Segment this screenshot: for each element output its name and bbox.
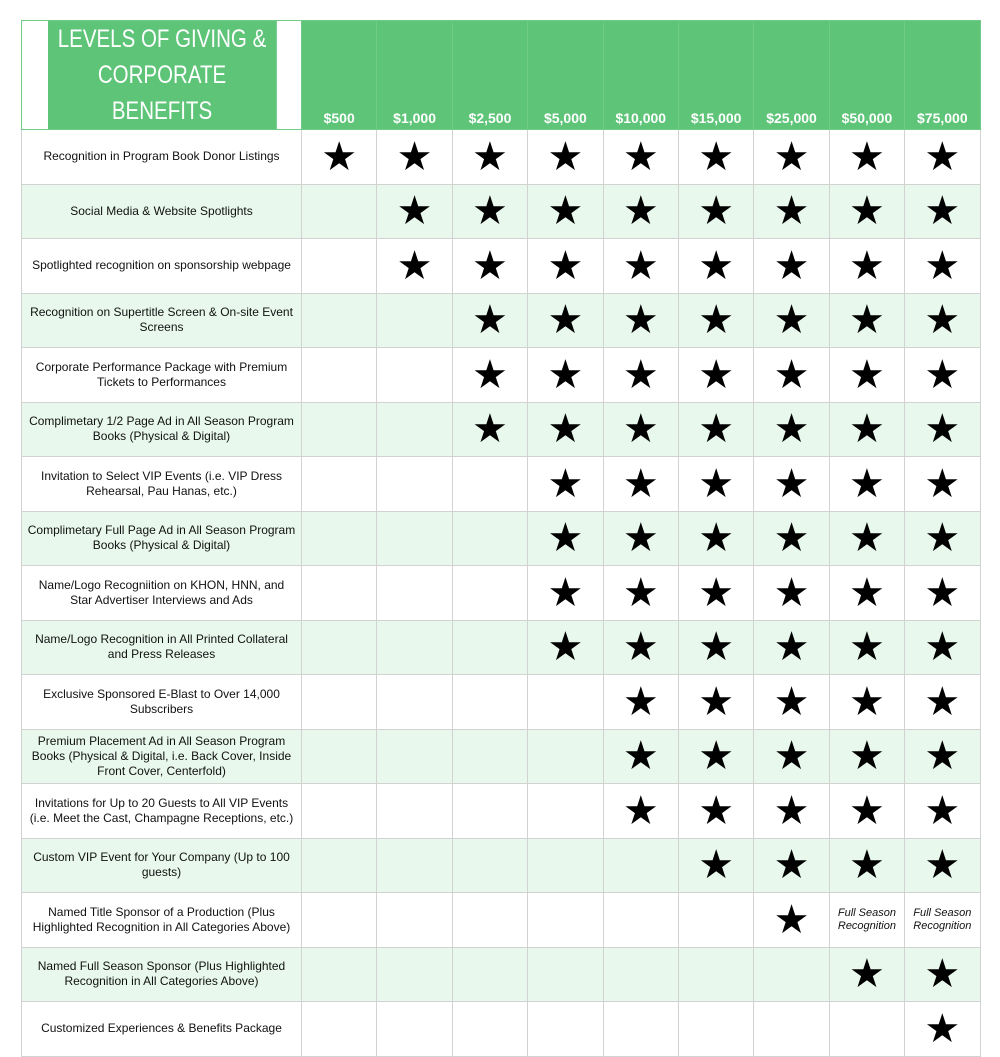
benefit-cell-empty [377,511,452,566]
benefit-cell-included [829,402,904,457]
benefit-cell-included [829,184,904,239]
star-icon: ★ [622,297,659,344]
benefit-cell-included [528,293,603,348]
star-icon: ★ [622,351,659,398]
benefit-cell-included [678,729,753,784]
benefit-cell-included [678,402,753,457]
benefit-cell-included [754,402,829,457]
star-icon: ★ [773,678,810,725]
star-icon: ★ [622,624,659,671]
benefit-cell-empty [302,566,377,621]
benefit-label: Premium Placement Ad in All Season Program Books (Physical & Digital, i.e. Back Cover, Inside Front Cover, Centerfold) [22,729,302,784]
benefit-cell-empty [452,729,527,784]
star-icon: ★ [698,460,735,507]
star-icon: ★ [698,733,735,780]
benefit-cell-included [452,348,527,403]
star-icon: ★ [547,133,584,180]
tier-header: $500 [302,21,377,130]
benefit-cell-empty [377,675,452,730]
star-icon: ★ [698,678,735,725]
benefit-cell-included [603,675,678,730]
benefit-cell-included [905,675,980,730]
star-icon: ★ [698,242,735,289]
benefit-cell-included [678,130,753,185]
benefit-cell-included [905,947,980,1002]
benefit-cell-included [829,130,904,185]
benefit-cell-included [829,293,904,348]
star-icon: ★ [773,351,810,398]
benefit-cell-included [528,130,603,185]
benefit-cell-included [754,893,829,948]
benefit-label: Named Title Sponsor of a Production (Plus Highlighted Recognition in All Categories Above) [22,893,302,948]
star-icon: ★ [773,297,810,344]
star-icon: ★ [321,133,358,180]
benefit-cell-included [377,239,452,294]
benefit-cell-empty [528,729,603,784]
star-icon: ★ [773,242,810,289]
benefit-cell-included [905,511,980,566]
table-title [47,21,277,130]
benefit-label: Exclusive Sponsored E-Blast to Over 14,000 Subscribers [22,675,302,730]
benefit-cell-included [603,457,678,512]
benefit-label: Recognition in Program Book Donor Listings [22,130,302,185]
benefit-label: Customized Experiences & Benefits Package [22,1002,302,1057]
benefit-cell-included [452,402,527,457]
benefit-cell-included [754,729,829,784]
benefit-label: Invitation to Select VIP Events (i.e. VIP Dress Rehearsal, Pau Hanas, etc.) [22,457,302,512]
table-row [22,239,981,294]
table-row [22,511,981,566]
star-icon: ★ [472,188,508,235]
star-icon: ★ [849,733,885,780]
benefit-cell-empty [528,893,603,948]
star-icon: ★ [773,787,810,834]
benefit-cell-empty [377,293,452,348]
star-icon: ★ [849,624,885,671]
star-icon: ★ [698,188,735,235]
benefit-cell-included [603,239,678,294]
tier-header: $5,000 [528,21,603,130]
benefit-cell-included [528,457,603,512]
benefit-cell-empty [452,1002,527,1057]
benefit-cell-empty [754,947,829,1002]
benefit-cell-included [528,184,603,239]
benefit-cell-included [603,620,678,675]
benefit-cell-included [754,620,829,675]
benefit-cell-empty [678,947,753,1002]
star-icon: ★ [773,733,810,780]
benefit-cell-included [905,620,980,675]
tier-header: $15,000 [678,21,753,130]
star-icon: ★ [924,406,961,453]
star-icon: ★ [849,133,885,180]
benefit-cell-included [905,402,980,457]
benefit-label: Invitations for Up to 20 Guests to All VIP Events (i.e. Meet the Cast, Champagne Receptions, etc.) [22,784,302,839]
benefit-cell-included [829,348,904,403]
benefit-cell-included [528,348,603,403]
benefit-cell-included [603,566,678,621]
benefit-cell-included [678,348,753,403]
benefit-cell-included [754,130,829,185]
benefit-cell-empty [302,893,377,948]
benefit-cell-included [678,511,753,566]
table-row [22,402,981,457]
star-icon: ★ [622,787,659,834]
table-row [22,348,981,403]
star-icon: ★ [849,351,885,398]
star-icon: ★ [547,515,584,562]
star-icon: ★ [622,678,659,725]
star-icon: ★ [924,678,961,725]
tier-header: $75,000 [905,21,980,130]
star-icon: ★ [773,569,810,616]
star-icon: ★ [773,624,810,671]
star-icon: ★ [472,242,508,289]
benefit-label: Complimetary 1/2 Page Ad in All Season Program Books (Physical & Digital) [22,402,302,457]
benefit-cell-included [528,620,603,675]
benefit-cell-included [829,838,904,893]
star-icon: ★ [547,624,584,671]
title-line-1: LEVELS OF GIVING & [57,25,266,53]
star-icon: ★ [547,351,584,398]
benefit-label: Name/Logo Recognition in All Printed Collateral and Press Releases [22,620,302,675]
benefit-cell-included [905,239,980,294]
benefit-cell-note [905,893,980,948]
benefit-cell-empty [377,729,452,784]
benefit-cell-included [754,838,829,893]
benefit-cell-empty [302,729,377,784]
table-row [22,184,981,239]
benefit-cell-included [302,130,377,185]
benefit-cell-empty [603,893,678,948]
star-icon: ★ [924,842,961,889]
benefit-cell-empty [377,620,452,675]
star-icon: ★ [773,515,810,562]
star-icon: ★ [773,133,810,180]
benefit-cell-included [377,184,452,239]
benefit-cell-included [678,184,753,239]
benefit-cell-empty [452,457,527,512]
star-icon: ★ [924,733,961,780]
benefit-cell-empty [528,675,603,730]
benefit-cell-empty [302,457,377,512]
star-icon: ★ [698,406,735,453]
star-icon: ★ [849,188,885,235]
star-icon: ★ [924,569,961,616]
star-icon: ★ [849,515,885,562]
tier-header: $1,000 [377,21,452,130]
benefit-cell-empty [528,947,603,1002]
star-icon: ★ [622,242,659,289]
star-icon: ★ [547,188,584,235]
star-icon: ★ [698,787,735,834]
benefit-cell-empty [452,838,527,893]
table-row [22,893,981,948]
table-row [22,784,981,839]
benefit-cell-included [528,402,603,457]
title-line-2: CORPORATE BENEFITS [97,61,226,125]
benefit-cell-empty [829,1002,904,1057]
tier-header: $50,000 [829,21,904,130]
benefit-cell-included [754,675,829,730]
star-icon: ★ [849,787,885,834]
benefit-cell-empty [377,566,452,621]
star-icon: ★ [547,242,584,289]
table-row [22,675,981,730]
benefit-cell-empty [377,838,452,893]
full-season-note: Full Season Recognition [837,906,896,932]
table-row [22,293,981,348]
star-icon: ★ [622,406,659,453]
benefit-cell-included [829,620,904,675]
header-row [22,21,981,130]
benefit-cell-included [603,184,678,239]
tier-header: $10,000 [603,21,678,130]
star-icon: ★ [773,460,810,507]
star-icon: ★ [773,188,810,235]
benefit-cell-included [603,729,678,784]
benefit-cell-empty [377,784,452,839]
benefit-cell-included [905,184,980,239]
benefit-cell-empty [452,893,527,948]
table-row [22,457,981,512]
benefit-label: Corporate Performance Package with Premium Tickets to Performances [22,348,302,403]
star-icon: ★ [849,569,885,616]
benefit-cell-included [905,729,980,784]
star-icon: ★ [622,733,659,780]
table-row [22,130,981,185]
benefit-cell-empty [302,1002,377,1057]
table-row [22,620,981,675]
benefit-cell-included [678,784,753,839]
benefit-cell-empty [302,184,377,239]
benefit-cell-included [829,784,904,839]
star-icon: ★ [698,133,735,180]
benefit-cell-included [754,239,829,294]
star-icon: ★ [698,515,735,562]
benefit-cell-empty [452,620,527,675]
star-icon: ★ [622,133,659,180]
benefit-cell-empty [603,947,678,1002]
full-season-note: Full Season Recognition [913,906,972,932]
benefit-cell-empty [302,620,377,675]
star-icon: ★ [622,460,659,507]
benefit-cell-included [678,675,753,730]
star-icon: ★ [472,351,508,398]
benefit-cell-included [829,947,904,1002]
benefit-cell-empty [377,348,452,403]
table-row [22,566,981,621]
benefit-label: Custom VIP Event for Your Company (Up to 100 guests) [22,838,302,893]
benefit-cell-empty [528,784,603,839]
benefit-cell-empty [302,239,377,294]
star-icon: ★ [849,842,885,889]
benefit-cell-included [905,457,980,512]
benefit-cell-included [678,239,753,294]
benefit-cell-included [754,348,829,403]
benefit-cell-empty [302,838,377,893]
star-icon: ★ [773,842,810,889]
benefit-cell-included [754,293,829,348]
star-icon: ★ [849,242,885,289]
star-icon: ★ [396,133,433,180]
benefit-cell-empty [302,947,377,1002]
benefit-cell-empty [603,1002,678,1057]
tier-header: $25,000 [754,21,829,130]
benefit-cell-included [603,511,678,566]
benefit-label: Named Full Season Sponsor (Plus Highlighted Recognition in All Categories Above) [22,947,302,1002]
benefit-cell-included [603,130,678,185]
benefit-cell-empty [528,1002,603,1057]
star-icon: ★ [698,569,735,616]
benefit-cell-included [528,566,603,621]
benefit-cell-empty [377,457,452,512]
star-icon: ★ [924,297,961,344]
star-icon: ★ [472,406,508,453]
star-icon: ★ [698,624,735,671]
star-icon: ★ [773,406,810,453]
star-icon: ★ [622,515,659,562]
benefit-cell-included [829,675,904,730]
star-icon: ★ [622,569,659,616]
benefit-cell-empty [302,348,377,403]
benefit-cell-empty [452,784,527,839]
benefit-cell-included [905,130,980,185]
benefit-cell-included [829,566,904,621]
star-icon: ★ [924,951,961,998]
star-icon: ★ [396,188,433,235]
benefit-cell-included [905,784,980,839]
benefit-cell-empty [377,1002,452,1057]
star-icon: ★ [622,188,659,235]
benefit-label: Spotlighted recognition on sponsorship webpage [22,239,302,294]
benefit-label: Social Media & Website Spotlights [22,184,302,239]
benefit-cell-empty [377,947,452,1002]
star-icon: ★ [547,460,584,507]
benefit-cell-included [603,784,678,839]
benefit-cell-included [829,239,904,294]
benefit-cell-included [452,293,527,348]
star-icon: ★ [472,133,508,180]
benefit-cell-included [678,457,753,512]
benefit-cell-empty [377,893,452,948]
benefit-cell-empty [302,511,377,566]
benefit-cell-included [905,838,980,893]
benefit-cell-empty [452,675,527,730]
star-icon: ★ [924,242,961,289]
benefit-cell-included [905,1002,980,1057]
benefit-cell-included [603,402,678,457]
benefit-cell-included [754,457,829,512]
star-icon: ★ [698,297,735,344]
giving-levels-sheet [21,20,980,1057]
benefit-cell-empty [377,402,452,457]
benefit-label: Name/Logo Recogniition on KHON, HNN, and Star Advertiser Interviews and Ads [22,566,302,621]
benefit-cell-included [603,293,678,348]
star-icon: ★ [924,787,961,834]
star-icon: ★ [924,133,961,180]
benefit-cell-empty [452,511,527,566]
benefit-cell-empty [452,566,527,621]
benefits-table [21,20,981,1057]
benefit-cell-included [528,511,603,566]
benefit-cell-included [678,293,753,348]
benefits-rows [22,130,981,1057]
star-icon: ★ [924,624,961,671]
star-icon: ★ [698,351,735,398]
benefit-cell-included [905,293,980,348]
benefit-label: Complimetary Full Page Ad in All Season Program Books (Physical & Digital) [22,511,302,566]
benefit-cell-empty [678,1002,753,1057]
benefit-cell-included [829,729,904,784]
benefit-cell-empty [678,893,753,948]
star-icon: ★ [849,297,885,344]
benefit-cell-included [603,348,678,403]
star-icon: ★ [547,297,584,344]
benefit-cell-included [905,566,980,621]
benefit-cell-included [678,620,753,675]
benefit-cell-included [528,239,603,294]
benefit-cell-note [829,893,904,948]
benefit-cell-included [829,457,904,512]
star-icon: ★ [924,515,961,562]
star-icon: ★ [396,242,433,289]
tier-header: $2,500 [452,21,527,130]
benefit-cell-empty [754,1002,829,1057]
star-icon: ★ [849,460,885,507]
benefit-cell-included [678,838,753,893]
benefit-cell-empty [302,402,377,457]
star-icon: ★ [849,951,885,998]
benefit-cell-included [829,511,904,566]
table-row [22,729,981,784]
star-icon: ★ [849,678,885,725]
benefit-cell-empty [528,838,603,893]
table-row [22,947,981,1002]
table-row [22,1002,981,1057]
benefit-cell-included [905,348,980,403]
star-icon: ★ [924,460,961,507]
benefit-cell-included [377,130,452,185]
benefit-cell-included [678,566,753,621]
star-icon: ★ [472,297,508,344]
benefit-cell-included [754,566,829,621]
benefit-cell-included [754,784,829,839]
star-icon: ★ [849,406,885,453]
star-icon: ★ [924,188,961,235]
benefit-cell-empty [603,838,678,893]
star-icon: ★ [773,896,810,943]
benefit-cell-included [754,511,829,566]
star-icon: ★ [547,406,584,453]
benefit-cell-empty [302,784,377,839]
table-row [22,838,981,893]
benefit-cell-empty [302,675,377,730]
star-icon: ★ [547,569,584,616]
benefit-cell-included [452,130,527,185]
benefit-cell-empty [302,293,377,348]
benefit-cell-included [452,239,527,294]
star-icon: ★ [924,351,961,398]
star-icon: ★ [698,842,735,889]
star-icon: ★ [924,1005,961,1052]
benefit-cell-empty [452,947,527,1002]
benefit-label: Recognition on Supertitle Screen & On-site Event Screens [22,293,302,348]
benefit-cell-included [754,184,829,239]
benefit-cell-included [452,184,527,239]
